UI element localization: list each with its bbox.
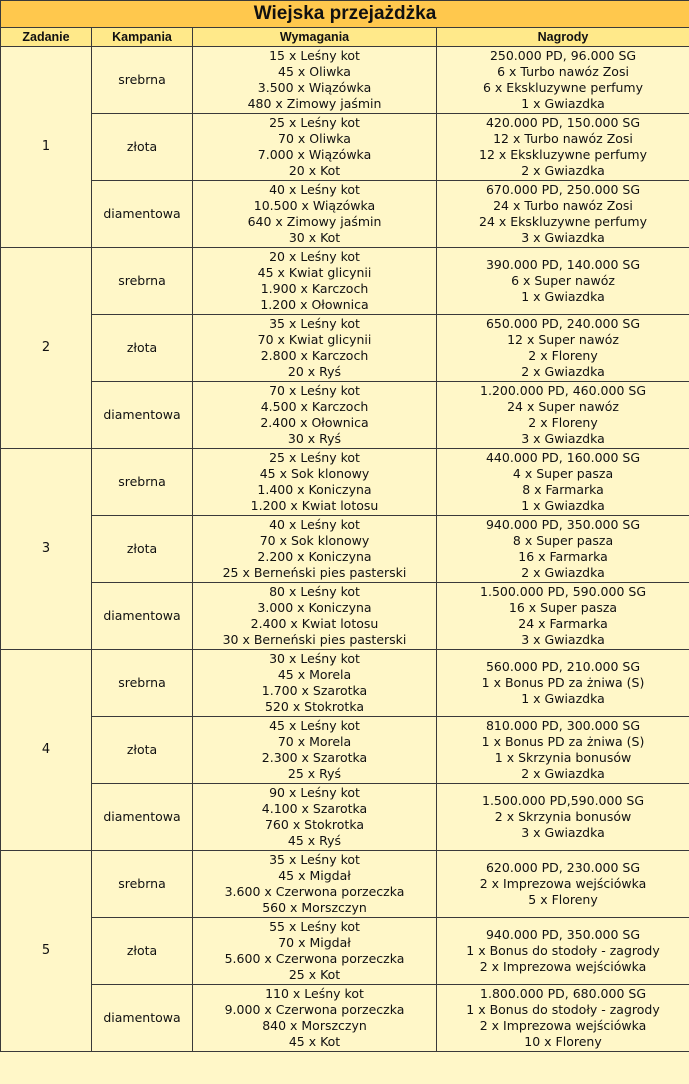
reward-line: 1.500.000 PD, 590.000 SG xyxy=(480,584,647,600)
reward-line: 12 x Ekskluzywne perfumy xyxy=(479,147,647,162)
requirement-line: 1.200 x Kwiat lotosu xyxy=(250,497,379,513)
requirement-line: 9.000 x Czerwona porzeczka xyxy=(224,1002,405,1018)
reward-line: 620.000 PD, 230.000 SG xyxy=(485,860,641,876)
requirement-line: 1.400 x Koniczyna xyxy=(257,482,372,497)
campaign-cell: złota xyxy=(92,717,193,784)
rewards-cell xyxy=(437,449,689,516)
rewards-cell xyxy=(437,985,689,1052)
reward-line: 3 x Gwiazdka xyxy=(521,824,605,840)
requirement-line: 7.000 x Wiązówka xyxy=(257,147,372,162)
reward-line: 2 x Floreny xyxy=(528,348,598,363)
requirement-line: 20 x Leśny kot xyxy=(269,249,360,265)
requirements-cell xyxy=(193,918,437,985)
rewards-cell xyxy=(437,181,689,248)
requirement-line: 70 x Morela xyxy=(277,734,352,750)
campaign-cell: diamentowa xyxy=(92,784,193,851)
rewards-cell xyxy=(437,248,689,315)
reward-line: 940.000 PD, 350.000 SG xyxy=(485,517,641,533)
requirements-cell xyxy=(193,717,437,784)
table-row xyxy=(1,851,689,918)
requirements-cell xyxy=(193,114,437,181)
reward-line: 16 x Farmarka xyxy=(518,549,608,564)
reward-line: 24 x Super nawóz xyxy=(507,399,619,415)
requirements-cell xyxy=(193,516,437,583)
requirement-line: 35 x Leśny kot xyxy=(269,852,360,868)
requirement-line: 640 x Zimowy jaśmin xyxy=(247,214,382,229)
requirements-cell xyxy=(193,851,437,918)
table-row xyxy=(1,516,689,583)
header-requirements: Wymagania xyxy=(193,28,437,47)
requirement-line: 4.500 x Karczoch xyxy=(260,399,369,415)
requirement-line: 1.900 x Karczoch xyxy=(260,281,369,296)
requirements-cell xyxy=(193,985,437,1052)
reward-line: 940.000 PD, 350.000 SG xyxy=(485,927,641,943)
requirement-line: 480 x Zimowy jaśmin xyxy=(247,95,382,111)
requirement-line: 4.100 x Szarotka xyxy=(261,801,368,817)
requirement-line: 40 x Leśny kot xyxy=(269,182,360,198)
reward-line: 1 x Gwiazdka xyxy=(521,690,605,706)
reward-line: 3 x Gwiazdka xyxy=(521,430,605,446)
rewards-cell xyxy=(437,315,689,382)
reward-line: 1 x Bonus do stodoły - zagrody xyxy=(466,943,660,959)
requirement-line: 70 x Kwiat glicynii xyxy=(257,332,372,348)
header-row xyxy=(1,28,689,47)
rewards-cell xyxy=(437,516,689,583)
reward-line: 2 x Floreny xyxy=(528,415,598,430)
requirement-line: 25 x Leśny kot xyxy=(269,115,360,131)
requirement-line: 70 x Sok klonowy xyxy=(259,533,370,549)
task-number-cell: 3 xyxy=(1,449,92,650)
rewards-cell xyxy=(437,784,689,851)
reward-line: 6 x Ekskluzywne perfumy xyxy=(483,80,644,95)
title-row xyxy=(1,1,689,28)
campaign-cell: srebrna xyxy=(92,650,193,717)
requirement-line: 1.200 x Ołownica xyxy=(260,296,369,312)
reward-line: 250.000 PD, 96.000 SG xyxy=(489,48,637,64)
requirement-line: 1.700 x Szarotka xyxy=(261,683,368,698)
requirement-line: 15 x Leśny kot xyxy=(269,48,360,64)
table-row xyxy=(1,315,689,382)
reward-line: 1 x Gwiazdka xyxy=(521,95,605,111)
reward-line: 1.800.000 PD, 680.000 SG xyxy=(480,986,647,1002)
table-row xyxy=(1,248,689,315)
reward-line: 16 x Super pasza xyxy=(508,600,618,616)
requirement-line: 70 x Leśny kot xyxy=(269,383,360,399)
reward-line: 1.500.000 PD,590.000 SG xyxy=(482,793,645,809)
table-row xyxy=(1,784,689,851)
requirement-line: 30 x Berneński pies pasterski xyxy=(222,631,407,647)
requirement-line: 30 x Leśny kot xyxy=(269,651,360,667)
reward-line: 10 x Floreny xyxy=(524,1033,602,1049)
table-row xyxy=(1,717,689,784)
campaign-cell: diamentowa xyxy=(92,382,193,449)
reward-line: 24 x Turbo nawóz Zosi xyxy=(493,198,633,214)
requirements-cell xyxy=(193,784,437,851)
requirement-line: 25 x Ryś xyxy=(287,765,342,781)
task-number-cell: 2 xyxy=(1,248,92,449)
reward-line: 2 x Gwiazdka xyxy=(521,564,605,580)
requirement-line: 90 x Leśny kot xyxy=(269,785,360,801)
header-rewards: Nagrody xyxy=(437,28,689,47)
reward-line: 390.000 PD, 140.000 SG xyxy=(485,257,641,273)
table-row xyxy=(1,114,689,181)
reward-line: 1 x Bonus do stodoły - zagrody xyxy=(466,1002,660,1018)
table-row xyxy=(1,650,689,717)
requirement-line: 45 x Sok klonowy xyxy=(259,466,370,482)
campaign-cell: srebrna xyxy=(92,248,193,315)
table-row xyxy=(1,47,689,114)
requirement-line: 70 x Oliwka xyxy=(278,131,351,147)
reward-line: 12 x Turbo nawóz Zosi xyxy=(493,131,633,147)
requirement-line: 70 x Migdał xyxy=(278,935,351,951)
table-row xyxy=(1,985,689,1052)
requirement-line: 45 x Migdał xyxy=(278,868,351,884)
requirement-line: 20 x Kot xyxy=(288,162,341,178)
requirement-line: 840 x Morszczyn xyxy=(262,1018,367,1033)
requirement-line: 45 x Leśny kot xyxy=(269,718,360,734)
reward-line: 3 x Gwiazdka xyxy=(521,229,605,245)
requirement-line: 30 x Kot xyxy=(288,229,341,245)
reward-line: 3 x Gwiazdka xyxy=(521,631,605,647)
campaign-cell: diamentowa xyxy=(92,181,193,248)
requirement-line: 35 x Leśny kot xyxy=(269,316,360,332)
reward-line: 4 x Super pasza xyxy=(512,466,614,482)
requirement-line: 40 x Leśny kot xyxy=(269,517,360,533)
header-campaign: Kampania xyxy=(92,28,193,47)
campaign-cell: złota xyxy=(92,516,193,583)
requirement-line: 760 x Stokrotka xyxy=(264,817,365,832)
campaign-cell: srebrna xyxy=(92,47,193,114)
reward-line: 2 x Gwiazdka xyxy=(521,363,605,379)
requirements-cell xyxy=(193,583,437,650)
requirement-line: 560 x Morszczyn xyxy=(262,899,367,915)
reward-line: 1.200.000 PD, 460.000 SG xyxy=(480,383,647,399)
reward-line: 1 x Gwiazdka xyxy=(521,288,605,304)
requirements-cell xyxy=(193,382,437,449)
requirement-line: 80 x Leśny kot xyxy=(269,584,360,600)
requirements-cell xyxy=(193,47,437,114)
reward-line: 650.000 PD, 240.000 SG xyxy=(485,316,641,332)
requirement-line: 3.600 x Czerwona porzeczka xyxy=(224,884,405,899)
reward-line: 2 x Imprezowa wejściówka xyxy=(479,958,647,974)
reward-line: 8 x Farmarka xyxy=(522,482,604,497)
campaign-cell: złota xyxy=(92,315,193,382)
requirements-cell xyxy=(193,449,437,516)
requirement-line: 2.800 x Karczoch xyxy=(260,348,369,363)
requirement-line: 45 x Kot xyxy=(288,1033,341,1049)
header-task: Zadanie xyxy=(1,28,92,47)
requirements-cell xyxy=(193,315,437,382)
requirements-cell xyxy=(193,248,437,315)
reward-line: 6 x Turbo nawóz Zosi xyxy=(497,64,629,80)
rewards-cell xyxy=(437,382,689,449)
requirement-line: 520 x Stokrotka xyxy=(264,698,365,714)
rewards-cell xyxy=(437,114,689,181)
table-row xyxy=(1,583,689,650)
reward-line: 1 x Skrzynia bonusów xyxy=(494,750,632,765)
reward-line: 810.000 PD, 300.000 SG xyxy=(485,718,641,734)
requirements-cell xyxy=(193,650,437,717)
rewards-cell xyxy=(437,583,689,650)
requirement-line: 5.600 x Czerwona porzeczka xyxy=(224,951,405,966)
table-row xyxy=(1,449,689,516)
rewards-cell xyxy=(437,47,689,114)
reward-line: 2 x Imprezowa wejściówka xyxy=(479,876,647,892)
reward-line: 560.000 PD, 210.000 SG xyxy=(485,659,641,675)
rewards-cell xyxy=(437,918,689,985)
reward-line: 24 x Ekskluzywne perfumy xyxy=(479,214,647,229)
reward-line: 5 x Floreny xyxy=(528,891,598,907)
requirement-line: 45 x Ryś xyxy=(287,832,342,848)
table-row xyxy=(1,382,689,449)
rewards-cell xyxy=(437,650,689,717)
reward-line: 440.000 PD, 160.000 SG xyxy=(485,450,641,466)
requirement-line: 2.400 x Ołownica xyxy=(260,415,369,430)
table-title: Wiejska przejażdżka xyxy=(1,1,689,28)
campaign-cell: złota xyxy=(92,918,193,985)
campaign-cell: srebrna xyxy=(92,851,193,918)
reward-line: 2 x Skrzynia bonusów xyxy=(494,809,632,825)
requirement-line: 2.300 x Szarotka xyxy=(261,750,368,765)
requirement-line: 25 x Leśny kot xyxy=(269,450,360,466)
reward-line: 6 x Super nawóz xyxy=(511,273,615,289)
reward-line: 420.000 PD, 150.000 SG xyxy=(485,115,641,131)
campaign-cell: diamentowa xyxy=(92,583,193,650)
reward-line: 24 x Farmarka xyxy=(518,616,608,631)
table-row xyxy=(1,181,689,248)
requirement-line: 45 x Kwiat glicynii xyxy=(257,265,372,281)
reward-line: 2 x Imprezowa wejściówka xyxy=(479,1018,647,1033)
rewards-cell xyxy=(437,851,689,918)
requirement-line: 2.400 x Kwiat lotosu xyxy=(250,616,379,631)
reward-line: 2 x Gwiazdka xyxy=(521,765,605,781)
requirement-line: 25 x Kot xyxy=(288,966,341,982)
requirement-line: 20 x Ryś xyxy=(287,363,342,379)
task-number-cell: 5 xyxy=(1,851,92,1052)
requirement-line: 3.500 x Wiązówka xyxy=(257,80,372,95)
reward-line: 1 x Bonus PD za żniwa (S) xyxy=(481,675,645,691)
reward-line: 2 x Gwiazdka xyxy=(521,162,605,178)
requirement-line: 30 x Ryś xyxy=(287,430,342,446)
requirement-line: 2.200 x Koniczyna xyxy=(257,549,372,564)
campaign-cell: złota xyxy=(92,114,193,181)
reward-line: 1 x Gwiazdka xyxy=(521,497,605,513)
reward-line: 8 x Super pasza xyxy=(512,533,614,549)
campaign-cell: diamentowa xyxy=(92,985,193,1052)
requirement-line: 10.500 x Wiązówka xyxy=(253,198,376,214)
task-number-cell: 1 xyxy=(1,47,92,248)
campaign-cell: srebrna xyxy=(92,449,193,516)
table-body xyxy=(1,47,689,1052)
requirements-cell xyxy=(193,181,437,248)
task-number-cell: 4 xyxy=(1,650,92,851)
requirement-line: 45 x Morela xyxy=(277,667,352,683)
requirement-line: 45 x Oliwka xyxy=(278,64,351,80)
requirement-line: 55 x Leśny kot xyxy=(269,919,360,935)
requirement-line: 110 x Leśny kot xyxy=(265,986,364,1002)
reward-line: 1 x Bonus PD za żniwa (S) xyxy=(481,734,645,750)
rewards-cell xyxy=(437,717,689,784)
requirement-line: 25 x Berneński pies pasterski xyxy=(222,564,407,580)
reward-line: 12 x Super nawóz xyxy=(507,332,619,348)
reward-line: 670.000 PD, 250.000 SG xyxy=(485,182,641,198)
table-row xyxy=(1,918,689,985)
requirement-line: 3.000 x Koniczyna xyxy=(257,600,372,616)
